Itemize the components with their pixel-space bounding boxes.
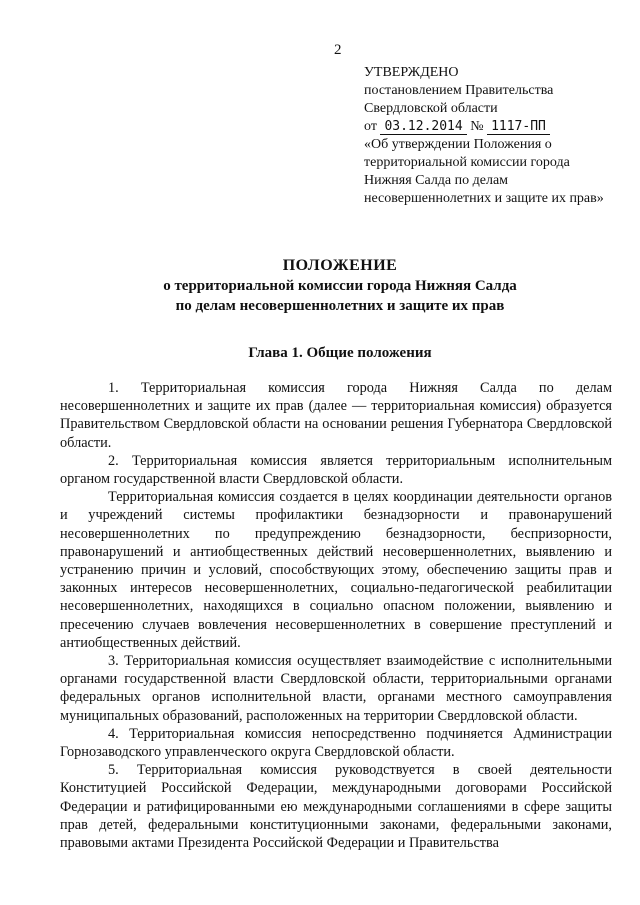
date-prefix: от (364, 119, 377, 134)
decree-name: «Об утверждении Положения о территориальной комиссии города Нижняя Салда по делам несовершеннолетних и защите их прав» (364, 137, 604, 206)
paragraph: 1. Территориальная комиссия города Нижняя Салда по делам несовершеннолетних и защите их прав (далее — территориальная комиссия) образуется Правительством Свердловской области на основании решения Губернатора Свердловской области. (60, 380, 612, 451)
title-line-2: о территориальной комиссии города Нижняя Салда (163, 278, 517, 294)
document-title (60, 256, 620, 316)
paragraph: 4. Территориальная комиссия непосредственно подчиняется Администрации Горнозаводского управленческого округа Свердловской области. (60, 725, 612, 761)
approval-stamp (364, 64, 614, 208)
page-number: 2 (334, 42, 342, 58)
approval-line-2: Свердловской области (364, 101, 498, 116)
title-line-3: по делам несовершеннолетних и защите их прав (175, 298, 505, 314)
number-prefix: № (470, 119, 484, 134)
paragraph: 5. Территориальная комиссия руководствуется в своей деятельности Конституцией Российской Федерации, международными договорами Российской Федерации и ратифицированными ею международными соглашениями в сфере защиты прав детей, федеральными конституционными законами, федеральными законами, правовыми актами Президента Российской Федерации и Правительства (60, 762, 612, 852)
chapter-title: Глава 1. Общие положения (248, 345, 432, 361)
approval-date-line (364, 118, 614, 136)
approval-line-1: постановлением Правительства (364, 83, 554, 98)
paragraph: 2. Территориальная комиссия является территориальным исполнительным органом государственной власти Свердловской области. (60, 452, 612, 488)
paragraph: 3. Территориальная комиссия осуществляет взаимодействие с исполнительными органами государственной власти Свердловской области, территориальными органами федеральных органов исполнительной власти, органами местного самоуправления муниципальных образований, расположенных на территории Свердловской области. (60, 653, 612, 724)
paragraph: Территориальная комиссия создается в целях координации деятельности органов и учреждений системы профилактики безнадзорности и правонарушений несовершеннолетних по предупреждению безнадзорности, беспризорности, правонарушений и антиобщественных действий несовершеннолетних, выявлению и устранению причин и условий, способствующих этому, обеспечению защиты прав и законных интересов несовершеннолетних, социально-педагогической реабилитации несовершеннолетних, находящихся в социально опасном положении, выявлению и пресечению случаев вовлечения несовершеннолетних в совершение преступлений и антиобщественных действий. (60, 489, 612, 651)
approval-heading: УТВЕРЖДЕНО (364, 65, 459, 80)
decree-number: 1117-ПП (487, 119, 550, 135)
title-main: ПОЛОЖЕНИЕ (282, 257, 398, 274)
body-text (60, 379, 612, 852)
decree-date: 03.12.2014 (380, 119, 466, 135)
